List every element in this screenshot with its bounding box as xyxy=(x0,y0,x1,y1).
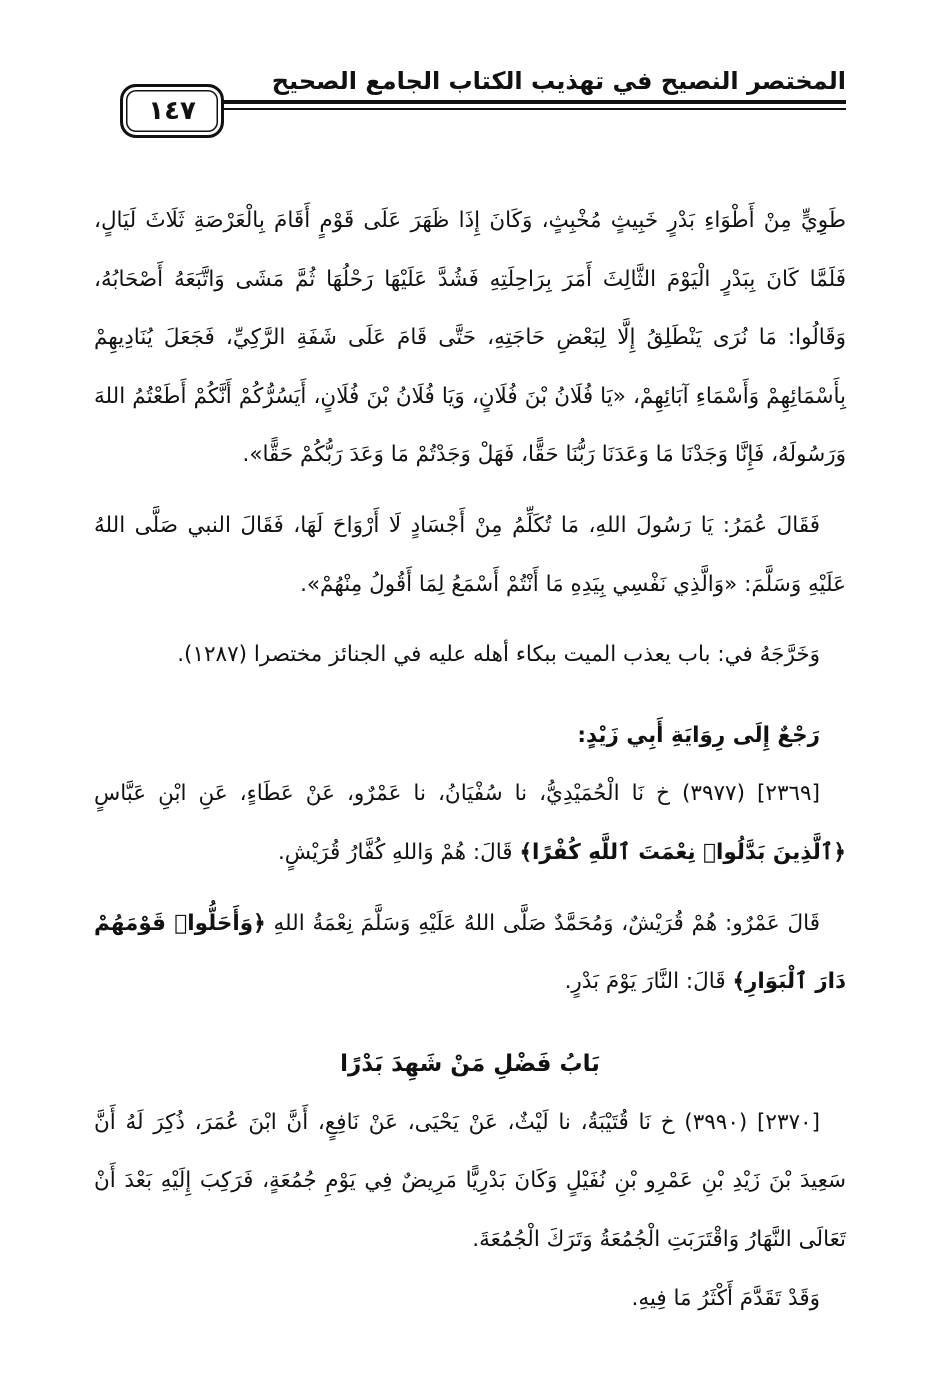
paragraph-hadith-continuation: طَوِيٍّ مِنْ أَطْوَاءِ بَدْرٍ خَبِيثٍ مُخْبِثٍ، وَكَانَ إِذَا ظَهَرَ عَلَى قَوْمٍ أَقَامَ بِالْعَرْصَةِ ثَلَاثَ لَيَالٍ، فَلَمَّا كَانَ بِبَدْرٍ الْيَوْمَ الثَّالِثَ أَمَرَ بِرَاحِلَتِهِ فَشُدَّ عَلَيْهَا رَحْلُهَا ثُمَّ مَشَى وَاتَّبَعَهُ أَصْحَابُهُ، وَقَالُوا: مَا نُرَى يَنْطَلِقُ إِلَّا لِبَعْضِ حَاجَتِهِ، حَتَّى قَامَ عَلَى شَفَةِ الرَّكِيِّ، فَجَعَلَ يُنَادِيهِمْ بِأَسْمَائِهِمْ وَأَسْمَاءِ آبَائِهِمْ، «يَا فُلَانُ بْنَ فُلَانٍ، وَيَا فُلَانُ بْنَ فُلَانٍ، أَيَسُرُّكُمْ أَنَّكُمْ أَطَعْتُمُ اللهَ وَرَسُولَهُ، فَإِنَّا وَجَدْنَا مَا وَعَدَنَا رَبُّنَا حَقًّا، فَهَلْ وَجَدْتُمْ مَا وَعَدَ رَبُّكُمْ حَقًّا». xyxy=(94,208,846,468)
page-body xyxy=(94,192,846,1328)
quran-quote-ibrahim-28b: ﴿وَأَحَلُّوا۟ قَوْمَهُمْ دَارَ ٱلْبَوَارِ﴾ xyxy=(94,910,846,995)
hadith-2369-isnad: [٢٣٦٩] (٣٩٧٧) خ نَا الْحُمَيْدِيُّ، نا سُفْيَانُ، نا عَمْرٌو، عَنْ عَطَاءٍ، عَنِ ابْنِ عَبَّاسٍ xyxy=(94,781,820,807)
quran-quote-ibrahim-28: ﴿ٱلَّذِينَ بَدَّلُوا۟ نِعْمَتَ ٱللَّهِ كُفْرًا﴾ xyxy=(519,839,846,865)
subheading-return-to-narration: رَجْعٌ إِلَى رِوَايَةِ أَبِي زَيْدٍ: xyxy=(577,722,820,748)
chapter-heading: بَابُ فَضْلِ مَنْ شَهِدَ بَدْرًا xyxy=(340,1050,600,1077)
paragraph-amr-commentary xyxy=(94,895,846,1012)
paragraph-hadith-2369 xyxy=(94,765,846,882)
page-number: ١٤٧ xyxy=(120,84,224,138)
header-rule xyxy=(208,100,846,104)
hadith-2369-end: قَالَ: هُمْ وَاللهِ كُفَّارُ قُرَيْشٍ. xyxy=(277,839,513,865)
paragraph-cross-reference: وَخَرَّجَهُ في: باب يعذب الميت ببكاء أهله عليه في الجنائز مختصرا (١٢٨٧). xyxy=(177,642,820,668)
header-rule-thin xyxy=(208,108,846,110)
paragraph-closing-note: وَقَدْ تَقَدَّمَ أَكْثَرُ مَا فِيهِ. xyxy=(631,1285,820,1311)
running-header-title: المختصر النصيح في تهذيب الكتاب الجامع الصحيح xyxy=(271,67,846,95)
paragraph-hadith-2370: [٢٣٧٠] (٣٩٩٠) خ نَا قُتَيْبَةُ، نا لَيْثٌ، عَنْ يَحْيَى، عَنْ نَافِعٍ، أَنَّ ابْنَ عُمَرَ، ذُكِرَ لَهُ أَنَّ سَعِيدَ بْنَ زَيْدِ بْنِ عَمْرِو بْنِ نُفَيْلٍ وَكَانَ بَدْرِيًّا مَرِيضٌ فِي يَوْمِ جُمُعَةٍ، فَرَكِبَ إِلَيْهِ بَعْدَ أَنْ تَعَالَى النَّهَارُ وَاقْتَرَبَتِ الْجُمُعَةُ وَتَرَكَ الْجُمُعَةَ. xyxy=(94,1109,846,1252)
amr-commentary-text: قَالَ عَمْرٌو: هُمْ قُرَيْشٌ، وَمُحَمَّدٌ صَلَّى اللهُ عَلَيْهِ وَسَلَّمَ نِعْمَةُ اللهِ xyxy=(273,910,820,936)
paragraph-umar-question: فَقَالَ عُمَرُ: يَا رَسُولَ اللهِ، مَا تُكَلِّمُ مِنْ أَجْسَادٍ لَا أَرْوَاحَ لَهَا، فَقَالَ النبي صَلَّى اللهُ عَلَيْهِ وَسَلَّمَ: «وَالَّذِي نَفْسِي بِيَدِهِ مَا أَنْتُمْ أَسْمَعُ لِمَا أَقُولُ مِنْهُمْ». xyxy=(94,512,846,597)
amr-commentary-end: قَالَ: النَّارَ يَوْمَ بَدْرٍ. xyxy=(564,969,726,995)
